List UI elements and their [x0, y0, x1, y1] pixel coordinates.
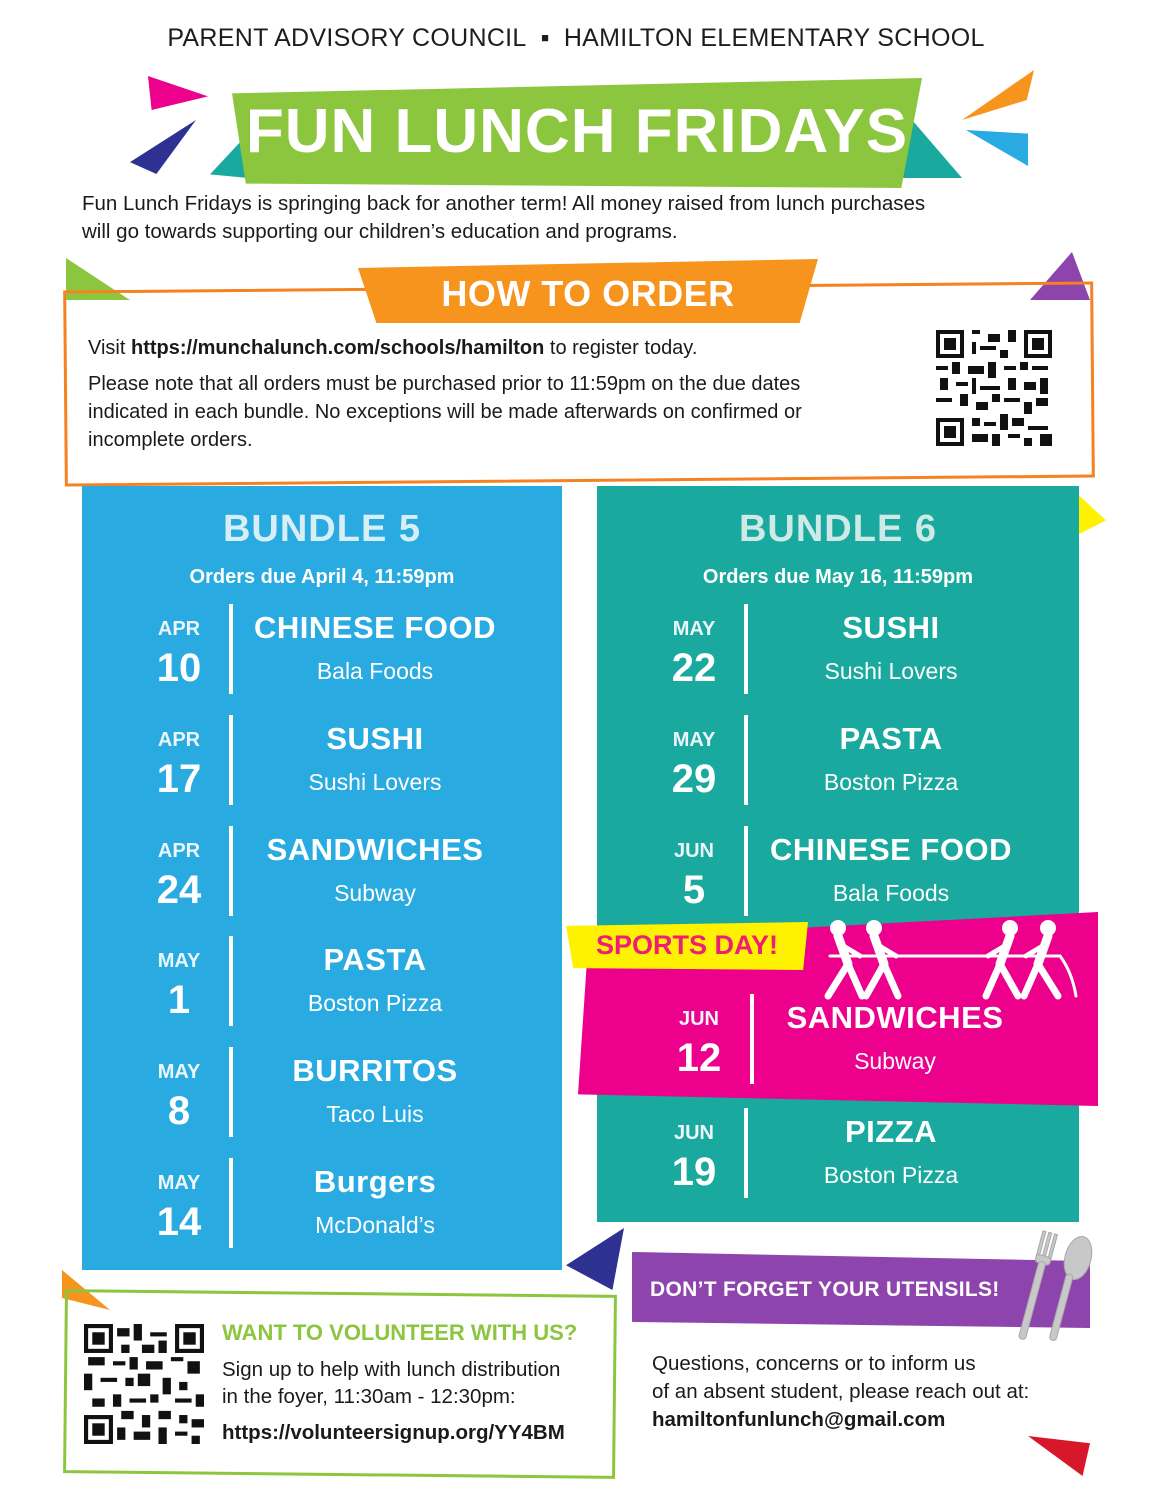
red-triangle-decoration [1028, 1436, 1090, 1476]
entry-month: JUN [678, 1008, 719, 1030]
entry-day: 19 [671, 1150, 717, 1194]
entry-divider [744, 1108, 748, 1198]
intro-line-2: will go towards supporting our children’s education and programs. [82, 220, 678, 243]
contact-line-2: of an absent student, please reach out at: [652, 1380, 1030, 1403]
how-to-order-title: HOW TO ORDER [441, 273, 735, 314]
entry-food: Burgers [313, 1164, 437, 1199]
entry-month: MAY [157, 1061, 201, 1083]
bundle-6-panel [597, 486, 1079, 1222]
entry-food: CHINESE FOOD [770, 832, 1012, 867]
entry-day: 14 [156, 1200, 202, 1244]
contact-info [652, 1350, 1112, 1434]
entry-food: PIZZA [844, 1114, 938, 1149]
entry-divider [229, 826, 233, 916]
entry-divider [229, 604, 233, 694]
entry-vendor: Boston Pizza [307, 990, 443, 1016]
bundle-5-entry [82, 1158, 562, 1252]
contact-line-1: Questions, concerns or to inform us [652, 1352, 976, 1375]
entry-day: 5 [682, 868, 706, 912]
intro-line-1: Fun Lunch Fridays is springing back for another term! All money raised from lunch purchases [82, 192, 926, 215]
volunteer-line-2: in the foyer, 11:30am - 12:30pm: [222, 1385, 516, 1408]
entry-month: APR [157, 618, 201, 640]
entry-month: MAY [672, 618, 716, 640]
entry-month: MAY [672, 729, 716, 751]
header-separator: ▪ [540, 24, 550, 52]
entry-divider [744, 826, 748, 916]
bundle-6-due: Orders due May 16, 11:59pm [702, 566, 974, 588]
fork-spoon-icon [1014, 1228, 1098, 1348]
entry-food: SANDWICHES [786, 1000, 1004, 1035]
entry-day: 8 [167, 1089, 191, 1133]
order-note-line-3: incomplete orders. [88, 429, 253, 451]
bundle-6-entry [597, 826, 1079, 920]
bundle-5-panel [82, 486, 562, 1270]
entry-vendor: Bala Foods [316, 658, 434, 684]
entry-vendor: Taco Luis [326, 1101, 424, 1127]
entry-divider [229, 1158, 233, 1248]
bundle-5-entry [82, 604, 562, 698]
volunteer-text [222, 1356, 612, 1410]
volunteer-signup-link[interactable]: https://volunteersignup.org/YY4BM [222, 1421, 565, 1444]
navy-triangle-decoration [130, 120, 196, 174]
order-note [88, 370, 928, 454]
entry-food: SUSHI [842, 610, 940, 645]
bundle-6-entry [597, 994, 1079, 1088]
entry-divider [744, 604, 748, 694]
page-title: FUN LUNCH FRIDAYS [245, 97, 909, 166]
bundle-5-entry [82, 936, 562, 1030]
magenta-triangle-decoration [148, 76, 208, 110]
entry-vendor: Subway [334, 880, 416, 906]
navy-triangle-decoration-bottom [566, 1228, 624, 1290]
bundle-6-title: BUNDLE 6 [738, 508, 938, 550]
entry-day: 1 [167, 978, 191, 1022]
entry-day: 17 [156, 757, 202, 801]
entry-vendor: Boston Pizza [823, 769, 959, 795]
entry-vendor: Boston Pizza [823, 1162, 959, 1188]
entry-day: 12 [676, 1036, 722, 1080]
blue-triangle-decoration [966, 130, 1028, 166]
entry-vendor: Subway [854, 1048, 936, 1074]
utensils-reminder: DON’T FORGET YOUR UTENSILS! [650, 1278, 1000, 1301]
orange-triangle-decoration [962, 70, 1034, 120]
bundle-5-entry [82, 1047, 562, 1141]
sports-day-entry [597, 994, 1079, 1094]
entry-month: JUN [673, 840, 714, 862]
order-visit-line [88, 334, 928, 362]
order-note-line-1: Please note that all orders must be purchased prior to 11:59pm on the due dates [88, 373, 801, 395]
bundle-6-entry [597, 1108, 1079, 1202]
entry-divider [229, 715, 233, 805]
bundle-6-entry [597, 715, 1079, 809]
bundle-5-entry [82, 715, 562, 809]
entry-month: JUN [673, 1122, 714, 1144]
entry-food: SANDWICHES [266, 832, 484, 867]
entry-food: BURRITOS [292, 1053, 458, 1088]
entry-month: MAY [157, 1172, 201, 1194]
order-note-line-2: indicated in each bundle. No exceptions will be made afterwards on confirmed or [88, 401, 802, 423]
entry-vendor: Sushi Lovers [308, 769, 442, 795]
entry-day: 29 [671, 757, 717, 801]
sports-day-label: SPORTS DAY! [595, 930, 779, 960]
entry-divider [750, 994, 754, 1084]
entry-vendor: McDonald’s [315, 1212, 435, 1238]
entry-month: APR [157, 729, 201, 751]
entry-vendor: Sushi Lovers [824, 658, 958, 684]
entry-divider [229, 1047, 233, 1137]
order-url-link[interactable]: https://munchalunch.com/schools/hamilton [130, 337, 545, 359]
qr-code-icon[interactable] [84, 1324, 204, 1444]
entry-vendor: Bala Foods [832, 880, 950, 906]
visit-prefix: Visit [88, 337, 131, 359]
tug-of-war-icon [810, 916, 1082, 1002]
bundle-5-entry [82, 826, 562, 920]
entry-day: 24 [156, 868, 202, 912]
entry-food: PASTA [839, 721, 943, 756]
entry-month: MAY [157, 950, 201, 972]
entry-month: APR [157, 840, 201, 862]
contact-email-link[interactable]: hamiltonfunlunch@gmail.com [652, 1408, 946, 1431]
bundle-5-due: Orders due April 4, 11:59pm [189, 566, 455, 588]
bundle-6-entry [597, 604, 1079, 698]
entry-divider [229, 936, 233, 1026]
volunteer-heading: WANT TO VOLUNTEER WITH US? [222, 1320, 578, 1345]
volunteer-line-1: Sign up to help with lunch distribution [222, 1358, 561, 1381]
header-school: HAMILTON ELEMENTARY SCHOOL [563, 24, 985, 52]
visit-suffix: to register today. [544, 337, 698, 359]
qr-code-icon[interactable] [934, 330, 1054, 446]
intro-paragraph [82, 190, 1062, 246]
entry-food: PASTA [323, 942, 427, 977]
entry-day: 22 [671, 646, 717, 690]
entry-day: 10 [156, 646, 202, 690]
entry-food: SUSHI [326, 721, 424, 756]
header-org: PARENT ADVISORY COUNCIL [167, 24, 527, 52]
entry-food: CHINESE FOOD [254, 610, 496, 645]
bundle-5-title: BUNDLE 5 [222, 508, 422, 550]
entry-divider [744, 715, 748, 805]
header-line [0, 24, 1152, 53]
